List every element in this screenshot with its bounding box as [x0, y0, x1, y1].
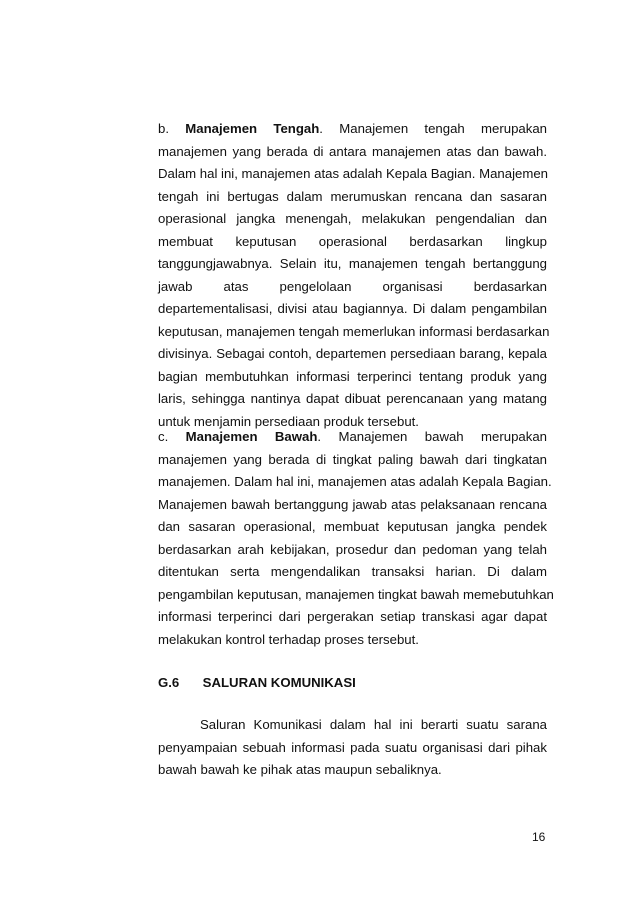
- section-c-line: dan sasaran operasional, membuat keputusan jangka pendek: [158, 519, 547, 534]
- section-heading-number: G.6: [158, 675, 180, 690]
- section-b-line: membuat keputusan operasional berdasarkan lingkup: [158, 233, 547, 249]
- section-c-line: informasi terperinci dari pergerakan setiap transkasi agar dapat: [158, 609, 547, 624]
- section-heading: [158, 672, 356, 695]
- section-b-manajemen-tengah: [158, 118, 550, 433]
- section-b-first-line: b. Manajemen Tengah. Manajemen tengah merupakan: [158, 121, 548, 136]
- section-heading-title: SALURAN KOMUNIKASI: [202, 675, 356, 690]
- saluran-paragraph: [158, 714, 547, 782]
- section-c-line: Manajemen bawah bertanggung jawab atas pelaksanaan rencana: [158, 496, 547, 512]
- section-c-first-line: c. Manajemen Bawah. Manajemen bawah merupakan: [158, 429, 548, 444]
- section-c-marker: c.: [158, 429, 169, 444]
- section-b-line: operasional jangka menengah, melakukan pengendalian dan: [158, 211, 547, 226]
- section-b-line: Manajemen tengah merupakan: [339, 121, 548, 136]
- section-b-line: Dalam hal ini, manajemen atas adalah Kepala Bagian. Manajemen: [158, 166, 549, 181]
- section-b-line: divisinya. Sebagai contoh, departemen persediaan barang, kepala: [158, 346, 547, 361]
- section-c-line: berdasarkan arah kebijakan, prosedur dan pedoman yang telah: [158, 541, 547, 557]
- section-c-line: melakukan kontrol terhadap proses tersebut.: [158, 631, 419, 647]
- section-c-line: manajemen yang berada di tingkat paling bawah dari tingkatan: [158, 451, 547, 467]
- section-b-line: manajemen yang berada di antara manajemen atas dan bawah.: [158, 143, 547, 159]
- section-b-line: keputusan, manajemen tengah memerlukan informasi berdasarkan: [158, 323, 550, 339]
- section-c-line: manajemen. Dalam hal ini, manajemen atas adalah Kepala Bagian.: [158, 474, 552, 489]
- section-c-term: Manajemen Bawah: [185, 429, 318, 444]
- section-b-line: laris, sehingga nantinya dapat dibuat perencanaan yang matang: [158, 391, 547, 406]
- saluran-line: penyampaian sebuah informasi pada suatu organisasi dari pihak: [158, 739, 547, 755]
- section-b-line: jawab atas pengelolaan organisasi berdasarkan: [158, 278, 547, 294]
- section-b-marker: b.: [158, 121, 169, 136]
- section-c-line: Manajemen bawah merupakan: [338, 429, 548, 444]
- saluran-line: bawah bawah ke pihak atas maupun sebaliknya.: [158, 762, 442, 777]
- page-number: 16: [532, 830, 546, 844]
- section-b-line: untuk menjamin persediaan produk tersebut.: [158, 413, 419, 429]
- saluran-line: Saluran Komunikasi dalam hal ini berarti suatu sarana: [200, 717, 547, 732]
- section-b-line: tengah ini bertugas dalam merumuskan rencana dan sasaran: [158, 188, 547, 204]
- section-b-term: Manajemen Tengah: [185, 121, 320, 136]
- section-b-line: bagian membutuhkan informasi terperinci tentang produk yang: [158, 368, 547, 384]
- section-c-line: pengambilan keputusan, manajemen tingkat bawah memebutuhkan: [158, 586, 554, 602]
- section-b-line: departementalisasi, divisi atau bagiannya. Di dalam pengambilan: [158, 301, 547, 316]
- section-c-manajemen-bawah: [158, 426, 554, 651]
- section-c-line: ditentukan serta mengendalikan transaksi harian. Di dalam: [158, 564, 547, 579]
- section-b-line: tanggungjawabnya. Selain itu, manajemen tengah bertanggung: [158, 256, 547, 271]
